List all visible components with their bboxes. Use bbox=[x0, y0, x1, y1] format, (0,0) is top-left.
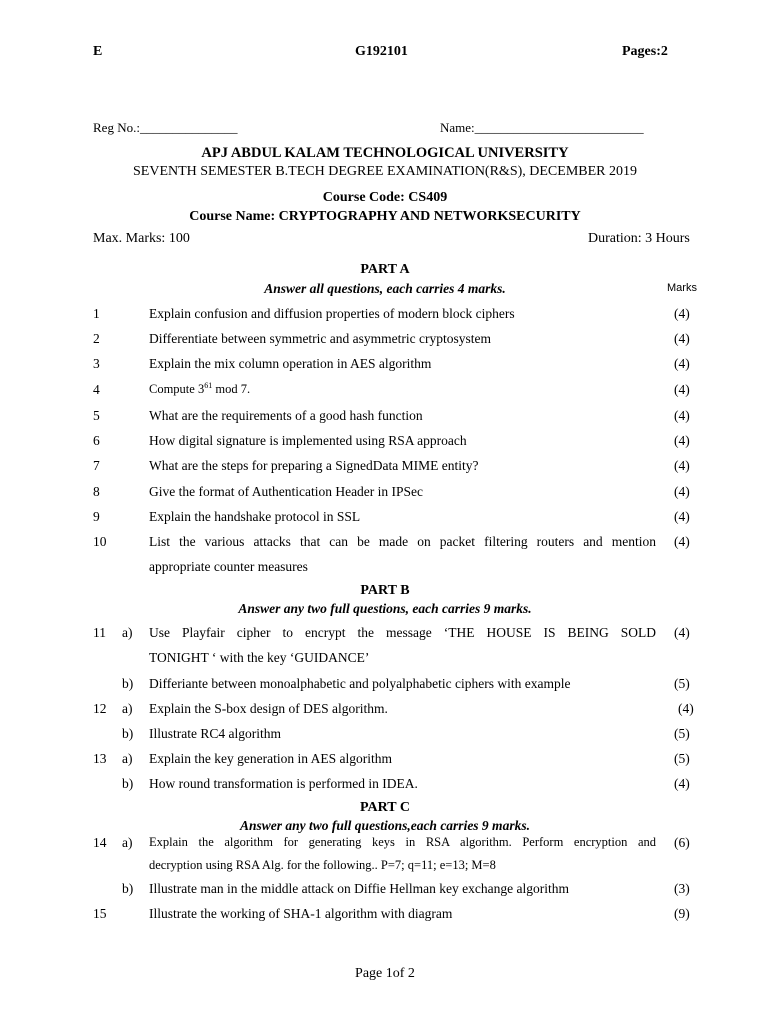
question-marks: (5) bbox=[674, 676, 690, 691]
question-text: Illustrate RC4 algorithm bbox=[149, 726, 281, 741]
question-number: 5 bbox=[93, 408, 100, 423]
question-text: How round transformation is performed in IDEA. bbox=[149, 776, 418, 791]
question-number: 4 bbox=[93, 382, 100, 397]
question-marks: (9) bbox=[674, 906, 690, 921]
subpart-label: b) bbox=[122, 881, 134, 896]
question-number: 10 bbox=[93, 534, 107, 549]
question-number: 3 bbox=[93, 356, 100, 371]
subpart-label: b) bbox=[122, 776, 134, 791]
question-text: Explain the S-box design of DES algorithm. bbox=[149, 701, 388, 716]
question-text-line-2: TONIGHT ‘ with the key ‘GUIDANCE’ bbox=[149, 650, 370, 665]
part-b-instructions: Answer any two full questions, each carries 9 marks. bbox=[238, 601, 532, 616]
question-number: 2 bbox=[93, 331, 100, 346]
question-marks: (4) bbox=[674, 408, 690, 423]
header-left: E bbox=[93, 44, 103, 59]
question-number: 15 bbox=[93, 906, 107, 921]
compute-modulus: mod 7. bbox=[212, 382, 251, 396]
part-b-title: PART B bbox=[360, 583, 410, 598]
question-text: Explain confusion and diffusion properties of modern block ciphers bbox=[149, 306, 515, 321]
question-marks: (4) bbox=[674, 458, 690, 473]
question-number: 13 bbox=[93, 751, 107, 766]
question-text: What are the requirements of a good hash function bbox=[149, 408, 423, 423]
subpart-label: b) bbox=[122, 676, 134, 691]
question-marks: (4) bbox=[674, 382, 690, 397]
question-text: Differentiate between symmetric and asymmetric cryptosystem bbox=[149, 331, 492, 346]
course-code: Course Code: CS409 bbox=[322, 190, 448, 205]
question-number: 9 bbox=[93, 509, 100, 524]
duration: Duration: 3 Hours bbox=[588, 231, 690, 246]
question-number: 11 bbox=[93, 625, 106, 640]
page-count: Pages:2 bbox=[622, 44, 668, 59]
part-a-title: PART A bbox=[360, 262, 410, 277]
compute-exponent: 61 bbox=[204, 380, 213, 390]
question-text: Illustrate man in the middle attack on Diffie Hellman key exchange algorithm bbox=[149, 881, 569, 896]
subpart-label: a) bbox=[122, 835, 133, 850]
question-text: Illustrate the working of SHA-1 algorithm with diagram bbox=[149, 906, 453, 921]
question-marks: (6) bbox=[674, 835, 690, 850]
subpart-label: a) bbox=[122, 625, 133, 640]
question-text: Explain the key generation in AES algorithm bbox=[149, 751, 392, 766]
question-text: Explain the handshake protocol in SSL bbox=[149, 509, 361, 524]
question-text-line-1: Explain the algorithm for generating keys in RSA algorithm. Perform encryption and bbox=[149, 835, 656, 849]
subpart-label: a) bbox=[122, 701, 133, 716]
question-number: 8 bbox=[93, 484, 100, 499]
question-marks: (4) bbox=[674, 534, 690, 549]
question-marks: (4) bbox=[674, 776, 690, 791]
part-c-instructions: Answer any two full questions,each carries 9 marks. bbox=[240, 818, 530, 833]
compute-base: Compute 3 bbox=[149, 382, 205, 396]
question-marks: (4) bbox=[674, 484, 690, 499]
subpart-label: b) bbox=[122, 726, 134, 741]
question-text-line-1: List the various attacks that can be made on packet filtering routers and mention bbox=[149, 534, 656, 549]
question-marks: (4) bbox=[674, 331, 690, 346]
question-text bbox=[149, 382, 250, 397]
exam-title: SEVENTH SEMESTER B.TECH DEGREE EXAMINATION(R&S), DECEMBER 2019 bbox=[133, 164, 637, 179]
question-number: 1 bbox=[93, 306, 100, 321]
reg-no-field: Reg No.:_______________ bbox=[93, 120, 238, 135]
question-marks: (5) bbox=[674, 726, 690, 741]
question-marks: (4) bbox=[678, 701, 694, 716]
part-a-instructions: Answer all questions, each carries 4 marks. bbox=[264, 281, 506, 296]
course-name: Course Name: CRYPTOGRAPHY AND NETWORKSECURITY bbox=[189, 209, 581, 224]
question-text-line-2: decryption using RSA Alg. for the following.. P=7; q=11; e=13; M=8 bbox=[149, 858, 496, 872]
question-marks: (4) bbox=[674, 625, 690, 640]
question-number: 12 bbox=[93, 701, 107, 716]
part-c-title: PART C bbox=[360, 800, 410, 815]
question-marks: (3) bbox=[674, 881, 690, 896]
question-number: 14 bbox=[93, 835, 107, 850]
page-footer: Page 1of 2 bbox=[355, 966, 415, 981]
question-marks: (5) bbox=[674, 751, 690, 766]
university-title: APJ ABDUL KALAM TECHNOLOGICAL UNIVERSITY bbox=[201, 145, 569, 161]
question-text-line-1: Use Playfair cipher to encrypt the message ‘THE HOUSE IS BEING SOLD bbox=[149, 625, 656, 640]
paper-code: G192101 bbox=[355, 44, 408, 59]
question-text: Give the format of Authentication Header in IPSec bbox=[149, 484, 424, 499]
name-field: Name:__________________________ bbox=[440, 120, 644, 135]
question-marks: (4) bbox=[674, 356, 690, 371]
question-marks: (4) bbox=[674, 433, 690, 448]
question-text: What are the steps for preparing a SignedData MIME entity? bbox=[149, 458, 479, 473]
question-text: Explain the mix column operation in AES algorithm bbox=[149, 356, 432, 371]
subpart-label: a) bbox=[122, 751, 133, 766]
question-marks: (4) bbox=[674, 306, 690, 321]
question-text: How digital signature is implemented using RSA approach bbox=[149, 433, 467, 448]
question-marks: (4) bbox=[674, 509, 690, 524]
max-marks: Max. Marks: 100 bbox=[93, 231, 190, 246]
question-text: Differiante between monoalphabetic and polyalphabetic ciphers with example bbox=[149, 676, 571, 691]
question-text-line-2: appropriate counter measures bbox=[149, 559, 308, 574]
question-number: 6 bbox=[93, 433, 100, 448]
question-number: 7 bbox=[93, 458, 100, 473]
marks-column-header: Marks bbox=[667, 282, 697, 294]
